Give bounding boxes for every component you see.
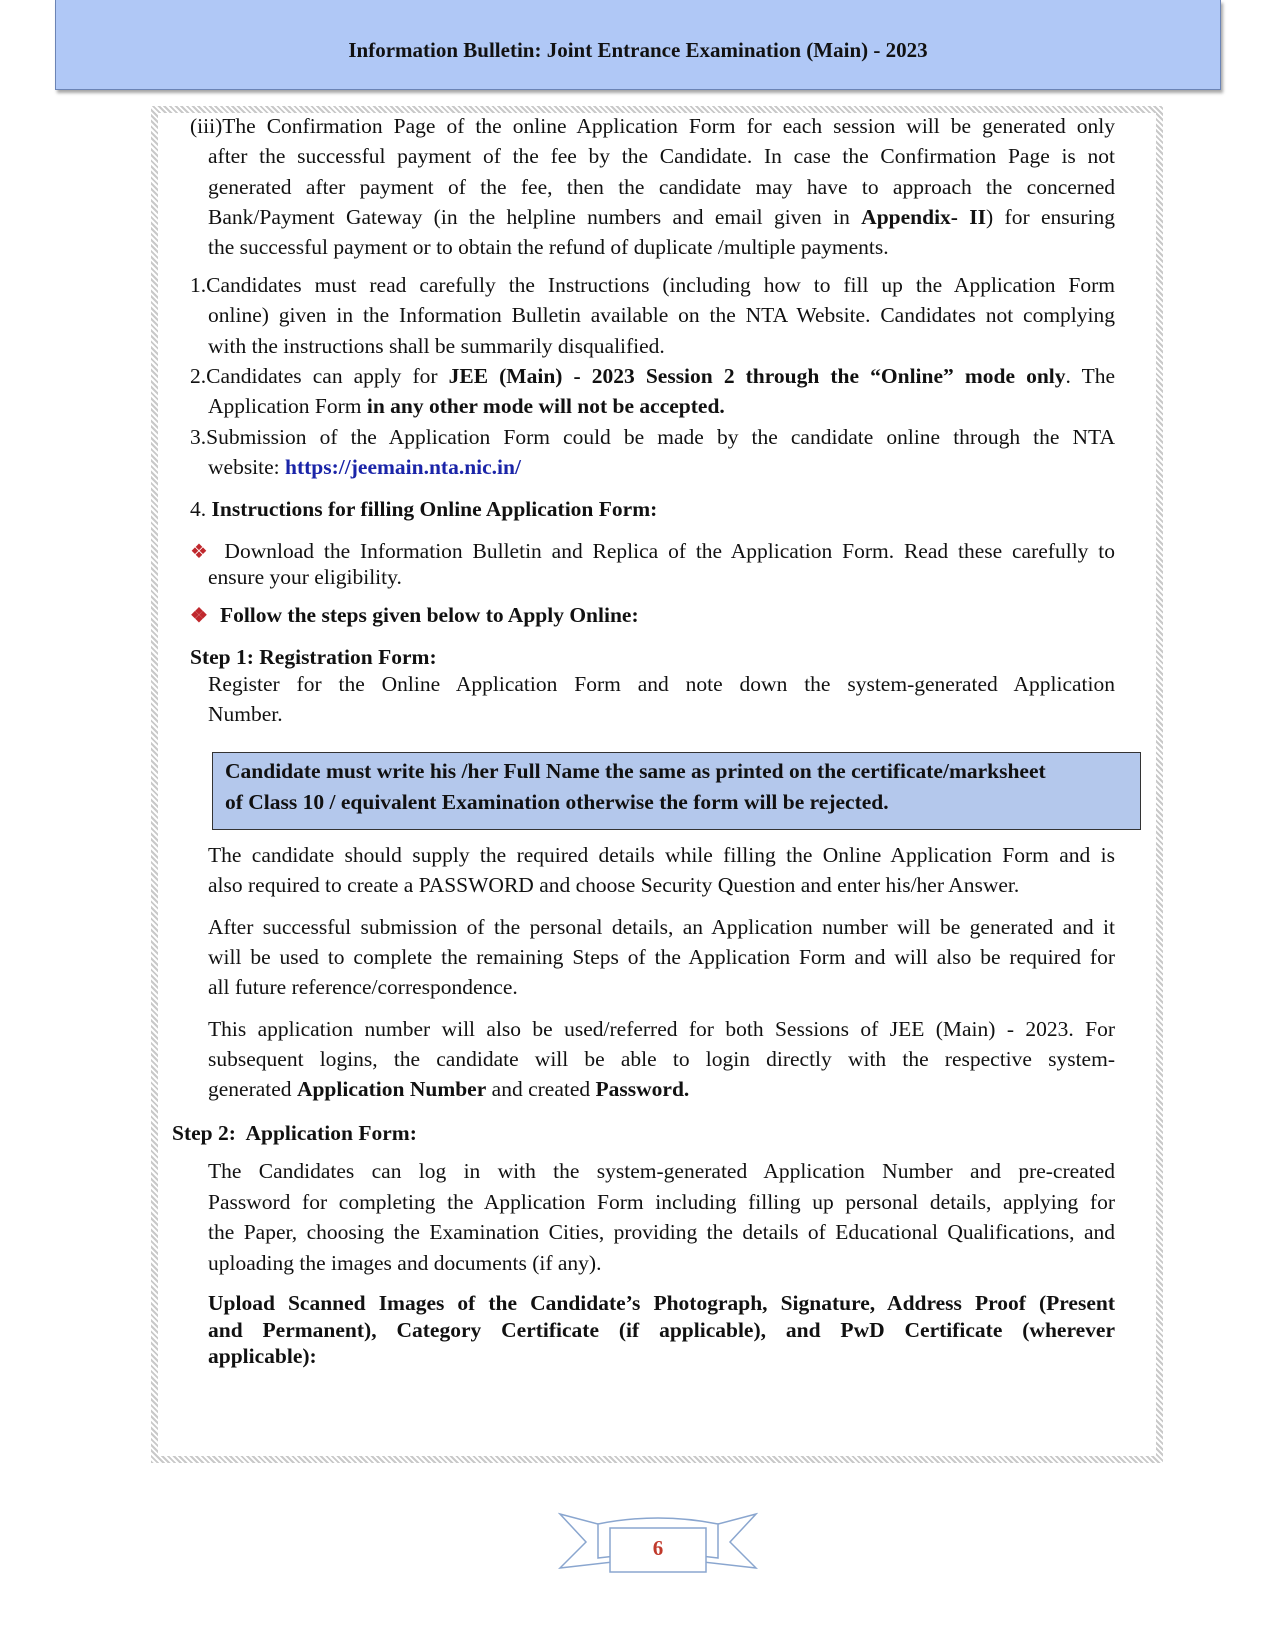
step2-line2: Password for completing the Application Form including filling up personal details, applying for — [208, 1190, 1115, 1214]
upload-heading-line1: Upload Scanned Images of the Candidate’s Photograph, Signature, Address Proof (Present — [208, 1291, 1115, 1315]
diamond-bullet-icon: ❖ — [190, 605, 208, 627]
appendix-ref: Appendix- II — [861, 205, 987, 229]
step2-line3: the Paper, choosing the Examination Cities, providing the details of Educational Qualifications, and — [208, 1220, 1115, 1244]
item2-line1: 2.Candidates can apply for JEE (Main) - 2023 Session 2 through the “Online” mode only. The — [190, 364, 1116, 388]
step1-para2-line2: will be used to complete the remaining Steps of the Application Form and will also be required for — [208, 945, 1115, 969]
item1-line2: online) given in the Information Bulletin available on the NTA Website. Candidates not complying — [208, 303, 1115, 327]
step2-line1: The Candidates can log in with the system-generated Application Number and pre-created — [208, 1159, 1115, 1183]
step2-line4: uploading the images and documents (if any). — [208, 1251, 602, 1275]
name-notice-box — [212, 752, 1141, 830]
section-iii-line2: after the successful payment of the fee by the Candidate. In case the Confirmation Page is not — [208, 144, 1115, 168]
section-iii-line5: the successful payment or to obtain the refund of duplicate /multiple payments. — [208, 235, 889, 259]
item2-line2: Application Form in any other mode will not be accepted. — [208, 394, 725, 418]
step1-para3-line3: generated Application Number and created Password. — [208, 1077, 690, 1101]
section-iii-line1: (iii)The Confirmation Page of the online Application Form for each session will be generated only — [190, 114, 1115, 138]
notice-line2: of Class 10 / equivalent Examination otherwise the form will be rejected. — [225, 790, 889, 814]
item3-line1: 3.Submission of the Application Form could be made by the candidate online through the NTA — [190, 425, 1115, 449]
upload-heading-line2: and Permanent), Category Certificate (if applicable), and PwD Certificate (wherever — [208, 1318, 1115, 1342]
bullet2: ❖ Follow the steps given below to Apply Online: — [190, 603, 639, 627]
page-number: 6 — [652, 1536, 664, 1560]
item1-line1: 1.Candidates must read carefully the Instructions (including how to fill up the Application Form — [190, 273, 1115, 297]
step1-para3-line1: This application number will also be used/referred for both Sessions of JEE (Main) - 2023. For — [208, 1017, 1115, 1041]
item4-heading: 4. Instructions for filling Online Application Form: — [190, 497, 658, 521]
notice-line1: Candidate must write his /her Full Name the same as printed on the certificate/marksheet — [225, 759, 1046, 783]
step1-heading: Step 1: Registration Form: — [190, 645, 437, 669]
item1-line3: with the instructions shall be summarily disqualified. — [208, 334, 665, 358]
diamond-bullet-icon: ❖ — [190, 541, 213, 563]
section-iii-line3: generated after payment of the fee, then the candidate may have to approach the concerned — [208, 175, 1115, 199]
step1-para3-line2: subsequent logins, the candidate will be able to login directly with the respective system- — [208, 1047, 1115, 1071]
step2-heading: Step 2: Application Form: — [172, 1121, 417, 1145]
item3-line2: website: https://jeemain.nta.nic.in/ — [208, 455, 521, 479]
page-header — [55, 0, 1221, 90]
step1-line2: Number. — [208, 702, 283, 726]
bullet1-line2: ensure your eligibility. — [208, 565, 402, 589]
step1-para1-line1: The candidate should supply the required details while filling the Online Application Form and is — [208, 843, 1115, 867]
nta-website-link[interactable]: https://jeemain.nta.nic.in/ — [285, 455, 521, 479]
bullet1-line1: ❖ Download the Information Bulletin and Replica of the Application Form. Read these carefully to — [190, 539, 1115, 563]
upload-heading-line3: applicable): — [208, 1344, 317, 1368]
step1-para2-line3: all future reference/correspondence. — [208, 975, 518, 999]
step1-para2-line1: After successful submission of the personal details, an Application number will be generated and it — [208, 915, 1115, 939]
step1-para1-line2: also required to create a PASSWORD and choose Security Question and enter his/her Answer. — [208, 873, 1020, 897]
header-title: Information Bulletin: Joint Entrance Examination (Main) - 2023 — [348, 38, 928, 62]
section-iii-line4: Bank/Payment Gateway (in the helpline numbers and email given in Appendix- II) for ensuring — [208, 205, 1115, 229]
step1-line1: Register for the Online Application Form and note down the system-generated Application — [208, 672, 1115, 696]
